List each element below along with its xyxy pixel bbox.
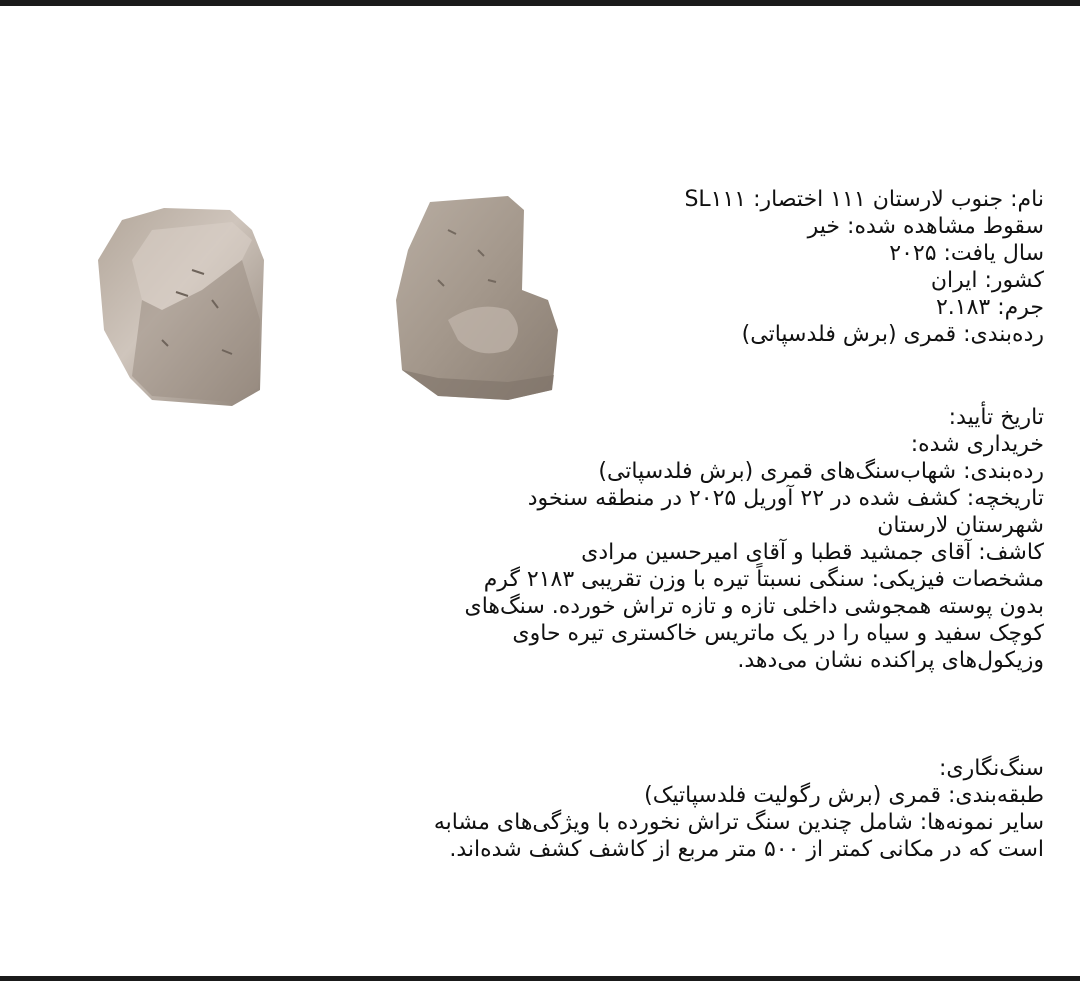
mass-line: جرم: ۲.۱۸۳ <box>935 295 1044 320</box>
classification-line: رده‌بندی: قمری (برش فلدسپاتی) <box>741 322 1044 347</box>
name-line: نام: جنوب لارستان ۱۱۱ اختصار: SL۱۱۱ <box>684 187 1044 212</box>
petrography-title: سنگ‌نگاری: <box>939 756 1044 781</box>
purchased-line: خریداری شده: <box>910 432 1044 457</box>
bottom-border <box>0 976 1080 981</box>
confirmation-date-line: تاریخ تأیید: <box>948 405 1044 430</box>
finder-line: کاشف: آقای جمشید قطبا و آقای امیرحسین مرادی <box>581 540 1044 565</box>
other-samples-paragraph: سایر نمونه‌ها: شامل چندین سنگ تراش نخورده با ویژگی‌های مشابه است که در مکانی کمتر از ۵۰۰ متر مربع از کاشف کشف شده‌اند. <box>433 810 1044 862</box>
petrography-class-line: طبقه‌بندی: قمری (برش رگولیت فلدسپاتیک) <box>644 783 1044 808</box>
specimen-info <box>444 186 1044 348</box>
confirmation-info <box>444 404 1044 674</box>
top-border <box>0 0 1080 6</box>
history-paragraph: تاریخچه: کشف شده در ۲۲ آوریل ۲۰۲۵ در منطقه سنخود شهرستان لارستان <box>527 486 1044 538</box>
country-line: کشور: ایران <box>930 268 1044 293</box>
find-year-line: سال یافت: ۲۰۲۵ <box>889 241 1044 266</box>
petrography-info <box>424 755 1044 863</box>
meteorite-photo-left <box>92 200 268 410</box>
confirmation-class-line: رده‌بندی: شهاب‌سنگ‌های قمری (برش فلدسپاتی) <box>598 459 1044 484</box>
physical-description-paragraph: مشخصات فیزیکی: سنگی نسبتاً تیره با وزن تقریبی ۲۱۸۳ گرم بدون پوسته همجوشی داخلی تازه و تازه تراش خورده. سنگ‌های کوچک سفید و سیاه را در یک ماتریس خاکستری تیره حاوی وزیکول‌های پراکنده نشان می‌دهد. <box>464 567 1044 673</box>
observed-fall-line: سقوط مشاهده شده: خیر <box>807 214 1044 239</box>
